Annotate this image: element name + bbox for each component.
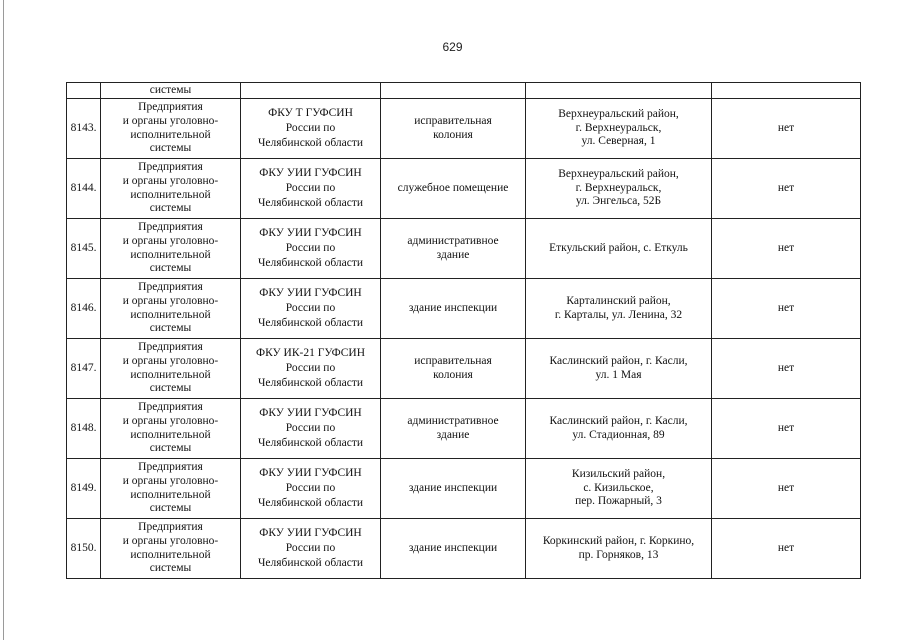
cell-organization-line: ФКУ УИИ ГУФСИН [259, 227, 362, 240]
cell-category-line: исполнительной [130, 308, 211, 321]
table-body [67, 83, 861, 579]
cell-organization-line: Челябинской области [257, 376, 364, 389]
cell-organization [241, 99, 381, 159]
cell-number: 8149. [67, 459, 101, 519]
cell-address-line: ул. 1 Мая [595, 368, 642, 381]
cell-status: нет [712, 459, 861, 519]
cell-organization-line: Челябинской области [257, 556, 364, 569]
cell-object-type-line: колония [433, 128, 473, 141]
cell-object-type-line: служебное помещение [397, 181, 509, 194]
cell-category-line: Предприятия [138, 160, 203, 173]
cell-address-line: Еткульский район, с. Еткуль [549, 241, 688, 254]
cell-organization-line: России по [285, 422, 336, 435]
registry-table [66, 82, 861, 579]
cell-address-line: пер. Пожарный, 3 [575, 495, 662, 508]
cell-organization-line: Челябинской области [257, 256, 364, 269]
cell-address-line: Верхнеуральский район, [558, 167, 679, 180]
cell-address [526, 159, 712, 219]
cell-category-line: и органы уголовно- [122, 234, 219, 247]
cell-category-line: исполнительной [130, 188, 211, 201]
cell-category-line: системы [149, 322, 192, 335]
cell-object-type [381, 83, 526, 99]
cell-category-line: и органы уголовно- [122, 414, 219, 427]
cell-object-type [381, 399, 526, 459]
cell-object-type [381, 519, 526, 579]
cell-category-line: Предприятия [138, 280, 203, 293]
cell-organization-line: ФКУ ИК-21 ГУФСИН [255, 347, 366, 360]
cell-category-line: исполнительной [130, 368, 211, 381]
cell-category-line: и органы уголовно- [122, 294, 219, 307]
cell-category-line: исполнительной [130, 488, 211, 501]
cell-category-line: и органы уголовно- [122, 474, 219, 487]
cell-address [526, 99, 712, 159]
cell-organization-line: ФКУ УИИ ГУФСИН [259, 467, 362, 480]
cell-number: 8143. [67, 99, 101, 159]
table-row [67, 519, 861, 579]
cell-organization-line: Челябинской области [257, 436, 364, 449]
cell-category-line: Предприятия [138, 460, 203, 473]
cell-organization-line: России по [285, 362, 336, 375]
table-row [67, 159, 861, 219]
cell-address-line: Верхнеуральский район, [558, 107, 679, 120]
cell-organization [241, 459, 381, 519]
cell-category-line: исполнительной [130, 128, 211, 141]
cell-address-line: с. Кизильское, [583, 481, 654, 494]
table-row [67, 279, 861, 339]
table-row [67, 459, 861, 519]
cell-object-type [381, 99, 526, 159]
cell-object-type [381, 159, 526, 219]
cell-category-line: и органы уголовно- [122, 174, 219, 187]
cell-address-line: ул. Северная, 1 [581, 135, 656, 148]
cell-organization [241, 519, 381, 579]
cell-number: 8144. [67, 159, 101, 219]
cell-category-line: и органы уголовно- [122, 534, 219, 547]
cell-address [526, 399, 712, 459]
cell-organization-line: России по [285, 482, 336, 495]
cell-organization-line: Челябинской области [257, 136, 364, 149]
cell-category-line: системы [149, 142, 192, 155]
cell-category: системы [101, 83, 241, 99]
cell-object-type-line: здание инспекции [408, 301, 498, 314]
table-row [67, 339, 861, 399]
cell-category-line: Предприятия [138, 400, 203, 413]
cell-object-type-line: исправительная [414, 114, 492, 127]
cell-category-line: исполнительной [130, 248, 211, 261]
cell-object-type-line: административное [407, 414, 499, 427]
cell-organization [241, 339, 381, 399]
cell-organization-line: России по [285, 542, 336, 555]
cell-number: 8148. [67, 399, 101, 459]
cell-category [101, 279, 241, 339]
cell-address [526, 339, 712, 399]
cell-category-line: Предприятия [138, 220, 203, 233]
cell-category-line: Предприятия [138, 340, 203, 353]
cell-category-line: Предприятия [138, 520, 203, 533]
cell-category-line: исполнительной [130, 428, 211, 441]
cell-category-line: системы [149, 442, 192, 455]
cell-status: нет [712, 399, 861, 459]
cell-organization-line: Челябинской области [257, 496, 364, 509]
table-row [67, 99, 861, 159]
cell-object-type-line: здание [436, 248, 470, 261]
cell-address [526, 279, 712, 339]
cell-object-type [381, 219, 526, 279]
page-edge-line [3, 0, 4, 640]
cell-category-line: и органы уголовно- [122, 354, 219, 367]
cell-category [101, 339, 241, 399]
cell-organization-line: ФКУ УИИ ГУФСИН [259, 167, 362, 180]
table-row [67, 399, 861, 459]
cell-address-line: г. Верхнеуральск, [575, 121, 662, 134]
cell-address-line: пр. Горняков, 13 [578, 548, 659, 561]
cell-address-line: г. Карталы, ул. Ленина, 32 [554, 308, 683, 321]
cell-address-line: Коркинский район, г. Коркино, [542, 534, 695, 547]
cell-object-type-line: здание инспекции [408, 481, 498, 494]
cell-object-type [381, 279, 526, 339]
cell-organization-line: Челябинской области [257, 196, 364, 209]
cell-object-type-line: здание инспекции [408, 541, 498, 554]
table-row [67, 219, 861, 279]
cell-organization-line: России по [285, 122, 336, 135]
cell-category [101, 99, 241, 159]
cell-number: 8150. [67, 519, 101, 579]
cell-address-line: Каслинский район, г. Касли, [549, 414, 688, 427]
cell-organization-line: ФКУ УИИ ГУФСИН [259, 407, 362, 420]
cell-status: нет [712, 159, 861, 219]
cell-status: нет [712, 219, 861, 279]
cell-object-type-line: здание [436, 428, 470, 441]
cell-organization-line: России по [285, 242, 336, 255]
cell-organization-line: Челябинской области [257, 316, 364, 329]
cell-address-line: Карталинский район, [566, 294, 671, 307]
continuation-row [67, 83, 861, 99]
cell-address-line: ул. Энгельса, 52Б [575, 195, 662, 208]
cell-category-line: исполнительной [130, 548, 211, 561]
cell-address-line: ул. Стадионная, 89 [572, 428, 665, 441]
cell-object-type [381, 459, 526, 519]
cell-number: 8147. [67, 339, 101, 399]
cell-organization [241, 219, 381, 279]
page-number: 629 [442, 40, 463, 54]
cell-organization-line: ФКУ УИИ ГУФСИН [259, 527, 362, 540]
cell-status: нет [712, 519, 861, 579]
cell-status: нет [712, 339, 861, 399]
cell-organization-line: ФКУ Т ГУФСИН [268, 107, 353, 120]
cell-category-line: системы [149, 202, 192, 215]
cell-category [101, 159, 241, 219]
cell-address-line: Каслинский район, г. Касли, [549, 354, 688, 367]
cell-number [67, 83, 101, 99]
cell-address [526, 83, 712, 99]
cell-organization-line: ФКУ УИИ ГУФСИН [259, 287, 362, 300]
cell-category-line: системы [149, 262, 192, 275]
cell-organization [241, 159, 381, 219]
cell-organization [241, 279, 381, 339]
cell-object-type-line: административное [407, 234, 499, 247]
cell-status: нет [712, 99, 861, 159]
cell-object-type-line: колония [433, 368, 473, 381]
cell-address-line: Кизильский район, [571, 467, 666, 480]
cell-number: 8145. [67, 219, 101, 279]
cell-category-line: системы [149, 562, 192, 575]
cell-organization [241, 83, 381, 99]
cell-category-line: Предприятия [138, 100, 203, 113]
cell-organization-line: России по [285, 182, 336, 195]
cell-category [101, 519, 241, 579]
cell-category-line: системы [149, 502, 192, 515]
cell-organization [241, 399, 381, 459]
cell-status [712, 83, 861, 99]
cell-status: нет [712, 279, 861, 339]
cell-address [526, 519, 712, 579]
cell-address [526, 219, 712, 279]
cell-category-line: системы [149, 382, 192, 395]
cell-category-line: и органы уголовно- [122, 114, 219, 127]
cell-category [101, 219, 241, 279]
cell-number: 8146. [67, 279, 101, 339]
cell-address-line: г. Верхнеуральск, [575, 181, 662, 194]
cell-object-type [381, 339, 526, 399]
cell-category [101, 459, 241, 519]
cell-object-type-line: исправительная [414, 354, 492, 367]
cell-address [526, 459, 712, 519]
cell-category [101, 399, 241, 459]
cell-organization-line: России по [285, 302, 336, 315]
